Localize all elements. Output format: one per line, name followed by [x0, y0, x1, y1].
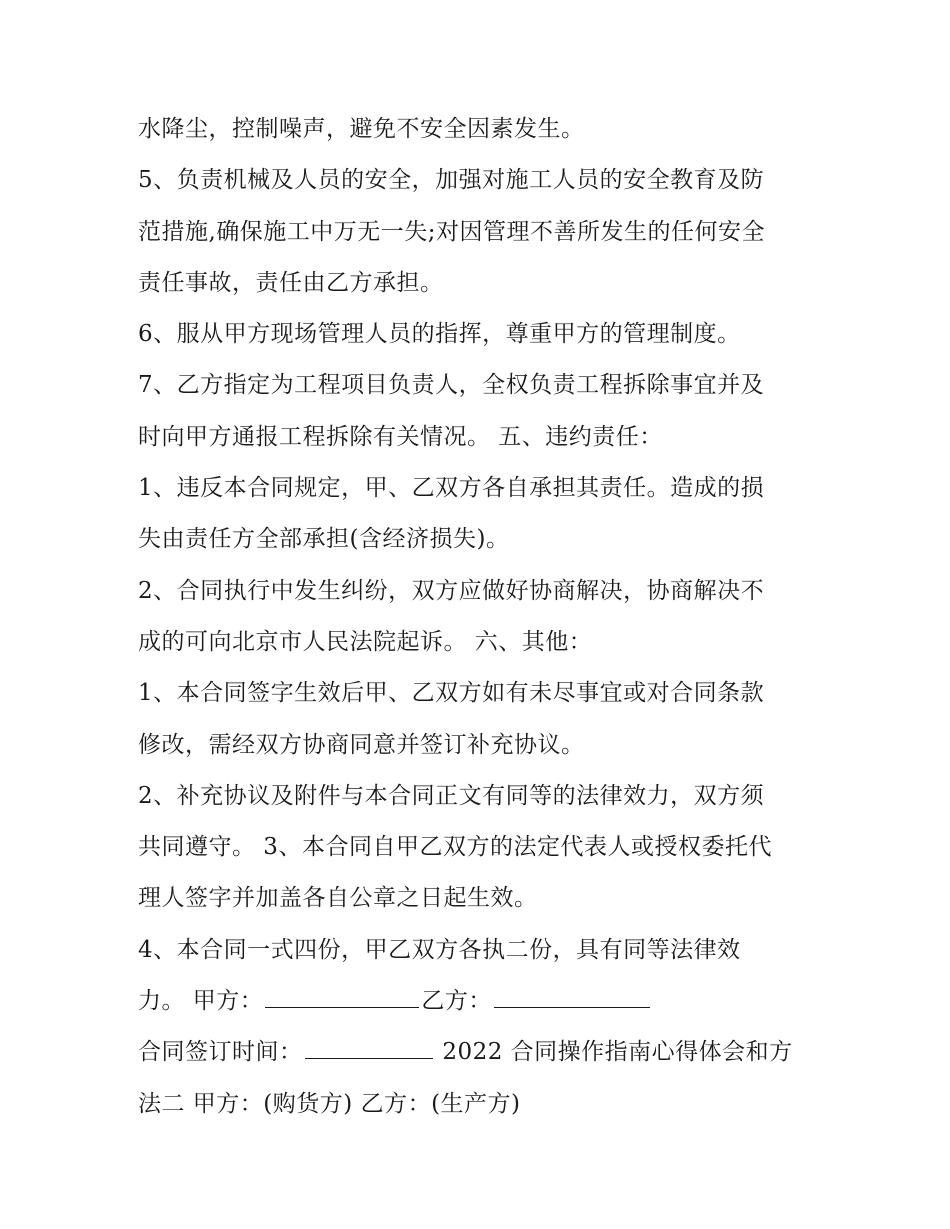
party-a-label: 力。 甲方：: [138, 988, 264, 1015]
text-line: 4、本合同一式四份，甲乙双方各执二份，具有同等法律效: [138, 936, 741, 963]
next-document-title: 2022 合同操作指南心得体会和方: [442, 1039, 793, 1066]
party-b-label: 乙方：: [421, 988, 492, 1015]
text-line: 5、负责机械及人员的安全，加强对施工人员的安全教育及防: [138, 167, 765, 194]
text-line: 2、合同执行中发生纠纷，双方应做好协商解决，协商解决不: [138, 577, 765, 604]
text-line: 共同遵守。 3、本合同自甲乙双方的法定代表人或授权委托代: [138, 834, 772, 861]
signing-date-label: 合同签订时间：: [138, 1039, 303, 1066]
document-body: [138, 104, 828, 1130]
party-a-signature-blank[interactable]: [265, 987, 419, 1008]
text-line: 成的可向北京市人民法院起诉。 六、其他：: [138, 628, 593, 655]
text-line: 范措施,确保施工中万无一失;对因管理不善所发生的任何安全: [138, 218, 766, 245]
text-line: 7、乙方指定为工程项目负责人，全权负责工程拆除事宜并及: [138, 372, 765, 399]
text-line: 2、补充协议及附件与本合同正文有同等的法律效力，双方须: [138, 782, 765, 809]
signing-date-line: [138, 1027, 828, 1078]
text-line: 时向甲方通报工程拆除有关情况。 五、违约责任：: [138, 423, 663, 450]
text-line: 6、服从甲方现场管理人员的指挥，尊重甲方的管理制度。: [138, 321, 741, 348]
signature-line: [138, 976, 828, 1027]
text-line: 责任事故，责任由乙方承担。: [138, 269, 444, 296]
text-line: 失由责任方全部承担(含经济损失)。: [138, 526, 510, 553]
text-line: 水降尘，控制噪声，避免不安全因素发生。: [138, 116, 585, 142]
party-b-signature-blank[interactable]: [494, 987, 650, 1008]
text-line: 理人签字并加盖各自公章之日起生效。: [138, 885, 538, 912]
text-line: 修改，需经双方协商同意并签订补充协议。: [138, 731, 585, 758]
text-line: 法二 甲方：(购货方) 乙方：(生产方): [138, 1090, 521, 1117]
text-line: 1、违反本合同规定，甲、乙双方各自承担其责任。造成的损: [138, 475, 765, 502]
text-line: 1、本合同签字生效后甲、乙双方如有未尽事宜或对合同条款: [138, 680, 765, 707]
signing-date-blank[interactable]: [305, 1038, 433, 1059]
